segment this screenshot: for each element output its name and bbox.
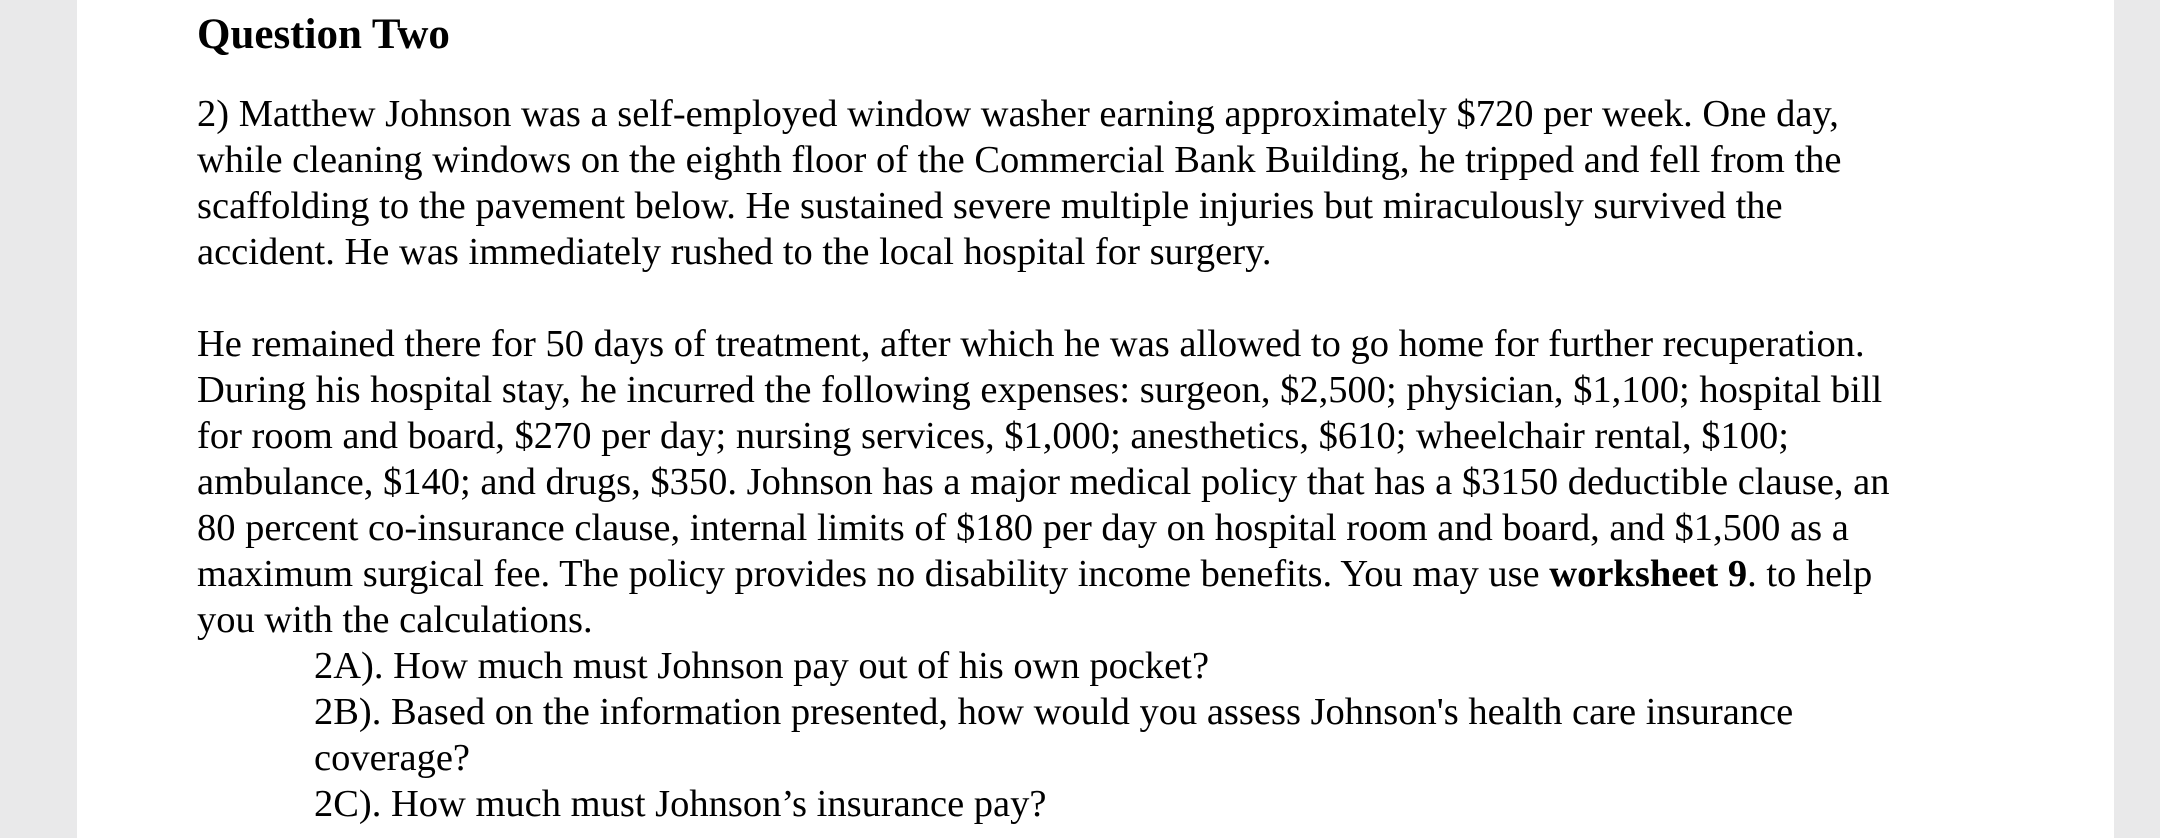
paragraph-line: scaffolding to the pavement below. He sustained severe multiple injuries but miraculously survived the xyxy=(197,185,1783,227)
question-2b-continued: coverage? xyxy=(314,737,471,779)
expenses-paragraph xyxy=(197,321,1890,643)
question-2b: 2B). Based on the information presented, how would you assess Johnson's health care insurance xyxy=(314,691,1794,733)
paragraph-line: During his hospital stay, he incurred the following expenses: surgeon, $2,500; physician, $1,100; hospital bill xyxy=(197,369,1883,411)
line-text: . to help xyxy=(1747,553,1873,595)
paragraph-line: 80 percent co-insurance clause, internal limits of $180 per day on hospital room and board, and $1,500 as a xyxy=(197,507,1849,549)
paragraph-line xyxy=(197,551,1890,597)
worksheet-reference: worksheet 9 xyxy=(1549,553,1748,595)
question-2a: 2A). How much must Johnson pay out of his own pocket? xyxy=(314,645,1210,687)
sub-questions xyxy=(314,643,1793,827)
paragraph-line: He remained there for 50 days of treatment, after which he was allowed to go home for further recuperation. xyxy=(197,323,1865,365)
document-page xyxy=(77,0,2114,838)
paragraph-line: while cleaning windows on the eighth floor of the Commercial Bank Building, he tripped and fell from the xyxy=(197,139,1842,181)
paragraph-line: 2) Matthew Johnson was a self-employed window washer earning approximately $720 per week. One day, xyxy=(197,93,1839,135)
paragraph-line: you with the calculations. xyxy=(197,599,593,641)
paragraph-line: ambulance, $140; and drugs, $350. Johnson has a major medical policy that has a $3150 deductible clause, an xyxy=(197,461,1890,503)
paragraph-line: accident. He was immediately rushed to the local hospital for surgery. xyxy=(197,231,1272,273)
question-heading: Question Two xyxy=(197,11,450,58)
question-2c: 2C). How much must Johnson’s insurance pay? xyxy=(314,783,1047,825)
paragraph-line: for room and board, $270 per day; nursing services, $1,000; anesthetics, $610; wheelchair rental, $100; xyxy=(197,415,1789,457)
line-text: maximum surgical fee. The policy provides no disability income benefits. You may use xyxy=(197,553,1550,595)
scenario-paragraph xyxy=(197,91,1841,275)
